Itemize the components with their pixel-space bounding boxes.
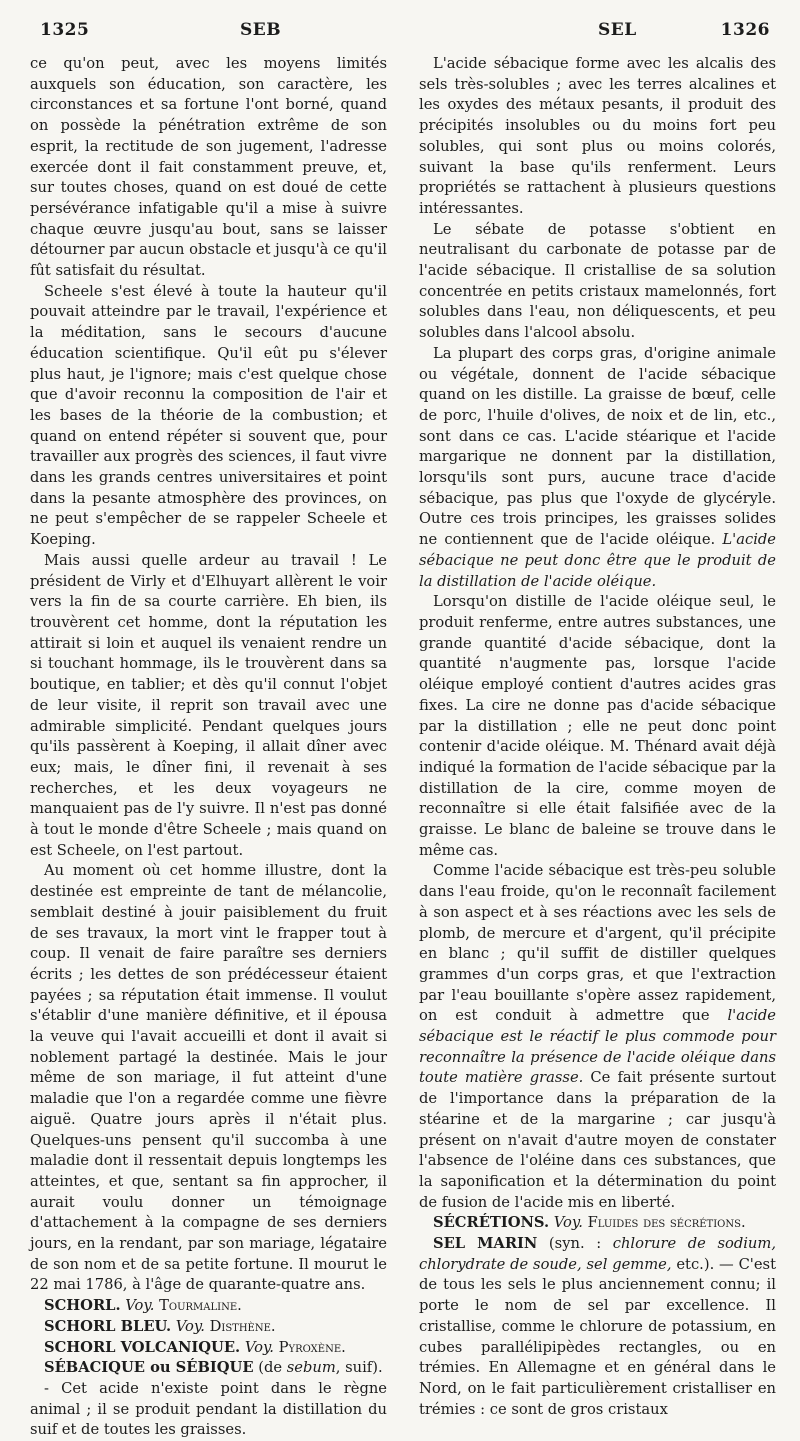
running-head — [30, 14, 776, 40]
entry-sel-marin — [419, 1234, 776, 1420]
entry-schorl-bleu — [30, 1317, 387, 1338]
paragraph: L'acide sébacique forme avec les alcalis des sels très-solubles ; avec les terres alcalines et les oxydes des métaux pesants, il produit des précipités insolubles ou du moins fort peu solubles, qui sont plus ou moins colorés, suivant la base qu'ils renferment. Leurs propriétés se rattachent à plusieurs questions intéressantes. — [419, 55, 776, 217]
headword-left: SEB — [240, 20, 282, 40]
entry-headword: SEL MARIN — [433, 1235, 538, 1253]
paragraph: - Cet acide n'existe point dans le règne animal ; il se produit pendant la distillation du suif et de toutes les graisses. — [30, 1380, 387, 1439]
entry-schorl-volcanique — [30, 1338, 387, 1359]
page-number-left: 1325 — [40, 20, 90, 40]
cross-reference-label: Voy. — [553, 1214, 583, 1232]
entry-text: C'est de tous les sels le plus anciennement connu; il porte le nom de sel par excellence. Il cristallise, comme le chlorure de potassium, en cubes parallélipipèdes rectangles, ou en trémies. En Allemagne et en général dans le Nord, on le fait particulièrement cristalliser en trémies : ce sont de gros cristaux — [419, 1255, 776, 1418]
entry-headword: SCHORL BLEU. — [44, 1317, 172, 1335]
paragraph: Lorsqu'on distille de l'acide oléique seul, le produit renferme, entre autres substances, une grande quantité d'acide sébacique, dont la quantité n'augmente pas, lorsque l'acide oléique employé contient d'autres acides gras fixes. La cire ne donne pas d'acide sébacique par la distillation ; elle ne peut donc point contenir d'acide oléique. M. Thénard avait déjà indiqué la formation de l'acide sébacique par la distillation de la cire, comme moyen de reconnaître si elle était falsifiée avec de la graisse. Le blanc de baleine se trouve dans le même cas. — [419, 593, 776, 859]
entry-secretions — [419, 1213, 776, 1234]
etymology-word: sebum — [286, 1359, 336, 1377]
paragraph-text: La plupart des corps gras, d'origine animale ou végétale, donnent de l'acide sébacique quand on les distille. La graisse de bœuf, celle de porc, l'huile d'olives, de noix et de lin, etc., sont dans ce cas. L'acide stéarique et l'acide margarique ne donnent par la distillation, lorsqu'ils sont purs, aucune trace d'acide sébacique, pas plus que l'oxyde de glycéryle. Outre ces trois principes, les graisses solides ne contiennent que de l'acide oléique. — [419, 344, 776, 549]
synonym-close: etc.). — — [671, 1255, 739, 1273]
entry-headword: SÉBACIQUE ou SÉBIQUE — [44, 1359, 254, 1377]
left-column — [30, 54, 387, 1441]
italic-conclusion: L'acide sébacique ne peut donc être que le produit de la distillation de l'acide oléique. — [419, 531, 776, 590]
paragraph-text: Comme l'acide sébacique est très-peu soluble dans l'eau froide, qu'on le reconnaît facilement à son aspect et à ses réactions avec les sels de plomb, de mercure et d'argent, qu'il précipite en blanc ; qu'il suffit de distiller quelques grammes d'un corps gras, et que l'extraction par l'eau bouillante s'opère assez rapidement, on est conduit à admettre que — [419, 862, 776, 1025]
cross-reference-target: Tourmaline. — [159, 1297, 242, 1315]
synonym-open: (syn. : — [537, 1235, 613, 1253]
paragraph: ce qu'on peut, avec les moyens limités auxquels son éducation, son caractère, les circonstances et sa fortune l'ont borné, quand on possède la pénétration extrême de son esprit, la rectitude de son jugement, l'adresse exercée dont il fait constamment preuve, et, sur toutes choses, quand on est doué de cette persévérance infatigable qu'il a mise à suivre chaque œuvre jusqu'au bout, sans se laisser détourner par aucun obstacle et jusqu'à ce qu'il fût satisfait du résultat. — [30, 55, 387, 280]
paragraph: Le sébate de potasse s'obtient en neutralisant du carbonate de potasse par de l'acide sébacique. Il cristallise de sa solution concentrée en petits cristaux mamelonnés, fort solubles dans l'eau, non déliquescents, et peu solubles dans l'alcool absolu. — [419, 220, 776, 342]
cross-reference-label: Voy. — [175, 1317, 205, 1335]
cross-reference-label: Voy. — [244, 1338, 274, 1356]
cross-reference-target: Fluides des sécrétions. — [587, 1214, 746, 1232]
paragraph — [419, 861, 776, 1213]
entry-schorl — [30, 1296, 387, 1317]
etymology-close: , suif). — [335, 1359, 383, 1377]
synonym-terms: chlorure de sodium, chlorydrate de soude, sel gemme, — [419, 1235, 776, 1273]
paragraph-text: Ce fait présente surtout de l'importance dans la préparation de la stéarine et de la margarine ; car jusqu'à présent on n'avait d'autre moyen de constater l'absence de l'oléine dans ces substances, que la saponification et la détermination du point de fusion de l'acide mis en liberté. — [419, 1069, 776, 1211]
headword-right: SEL — [598, 20, 637, 40]
two-column-body — [30, 54, 776, 1441]
etymology-open: (de — [253, 1359, 287, 1377]
paragraph — [419, 344, 776, 592]
entry-sebacique — [30, 1358, 387, 1379]
paragraph: Mais aussi quelle ardeur au travail ! Le président de Virly et d'Elhuyart allèrent le voir vers la fin de sa courte carrière. Eh bien, ils trouvèrent cet homme, dont la réputation les attirait si loin et auquel ils venaient rendre un si touchant hommage, ils le trouvèrent dans sa boutique, en tablier; et dès qu'il connut l'objet de leur visite, il reprit son travail avec une admirable simplicité. Pendant quelques jours qu'ils passèrent à Koeping, il allait dîner avec eux; mais, le dîner fini, il revenait à ses recherches, et les deux voyageurs ne manquaient pas de l'y suivre. Il n'est pas donné à tout le monde d'être Scheele ; mais quand on est Scheele, on l'est partout. — [30, 551, 387, 859]
entry-headword: SCHORL. — [44, 1297, 121, 1315]
page-number-right: 1326 — [720, 20, 770, 40]
italic-conclusion: l'acide sébacique est le réactif le plus commode pour reconnaître la présence de l'acide oléique dans toute matière grasse. — [419, 1007, 776, 1087]
paragraph: Scheele s'est élevé à toute la hauteur qu'il pouvait atteindre par le travail, l'expérience et la méditation, sans le secours d'aucune éducation scientifique. Qu'il eût pu s'élever plus haut, je l'ignore; mais c'est quelque chose que d'avoir reconnu la composition de l'air et les bases de la théorie de la combustion; et quand on entend répéter si souvent que, pour travailler aux progrès des sciences, il faut vivre dans les grands centres universitaires et point dans la pesante atmosphère des provinces, on ne peut s'empêcher de se rappeler Scheele et Koeping. — [30, 282, 387, 549]
right-column — [419, 54, 776, 1441]
entry-headword: SCHORL VOLCANIQUE. — [44, 1338, 241, 1356]
paragraph: Au moment où cet homme illustre, dont la destinée est empreinte de tant de mélancolie, semblait destiné à jouir paisiblement du fruit de ses travaux, la mort vint le frapper tout à coup. Il venait de faire paraître ses derniers écrits ; les dettes de son prédécesseur étaient payées ; sa réputation était immense. Il voulut s'établir d'une manière définitive, et il épousa la veuve qui l'avait accueilli et dont il avait si noblement partagé la destinée. Mais le jour même de son mariage, il fut atteint d'une maladie que l'on a regardée comme une fièvre aiguë. Quatre jours après il n'était plus. Quelques-uns pensent qu'il succomba à une maladie dont il ressentait depuis longtemps les atteintes, et que, sentant sa fin approcher, il aurait voulu donner un témoignage d'attachement à la compagne de ses derniers jours, en la rendant, par son mariage, légataire de son nom et de sa petite fortune. Il mourut le 22 mai 1786, à l'âge de quarante-quatre ans. — [30, 862, 387, 1294]
entry-headword: SÉCRÉTIONS. — [433, 1214, 550, 1232]
cross-reference-label: Voy. — [125, 1297, 155, 1315]
cross-reference-target: Disthène. — [209, 1317, 276, 1335]
cross-reference-target: Pyroxène. — [278, 1338, 346, 1356]
